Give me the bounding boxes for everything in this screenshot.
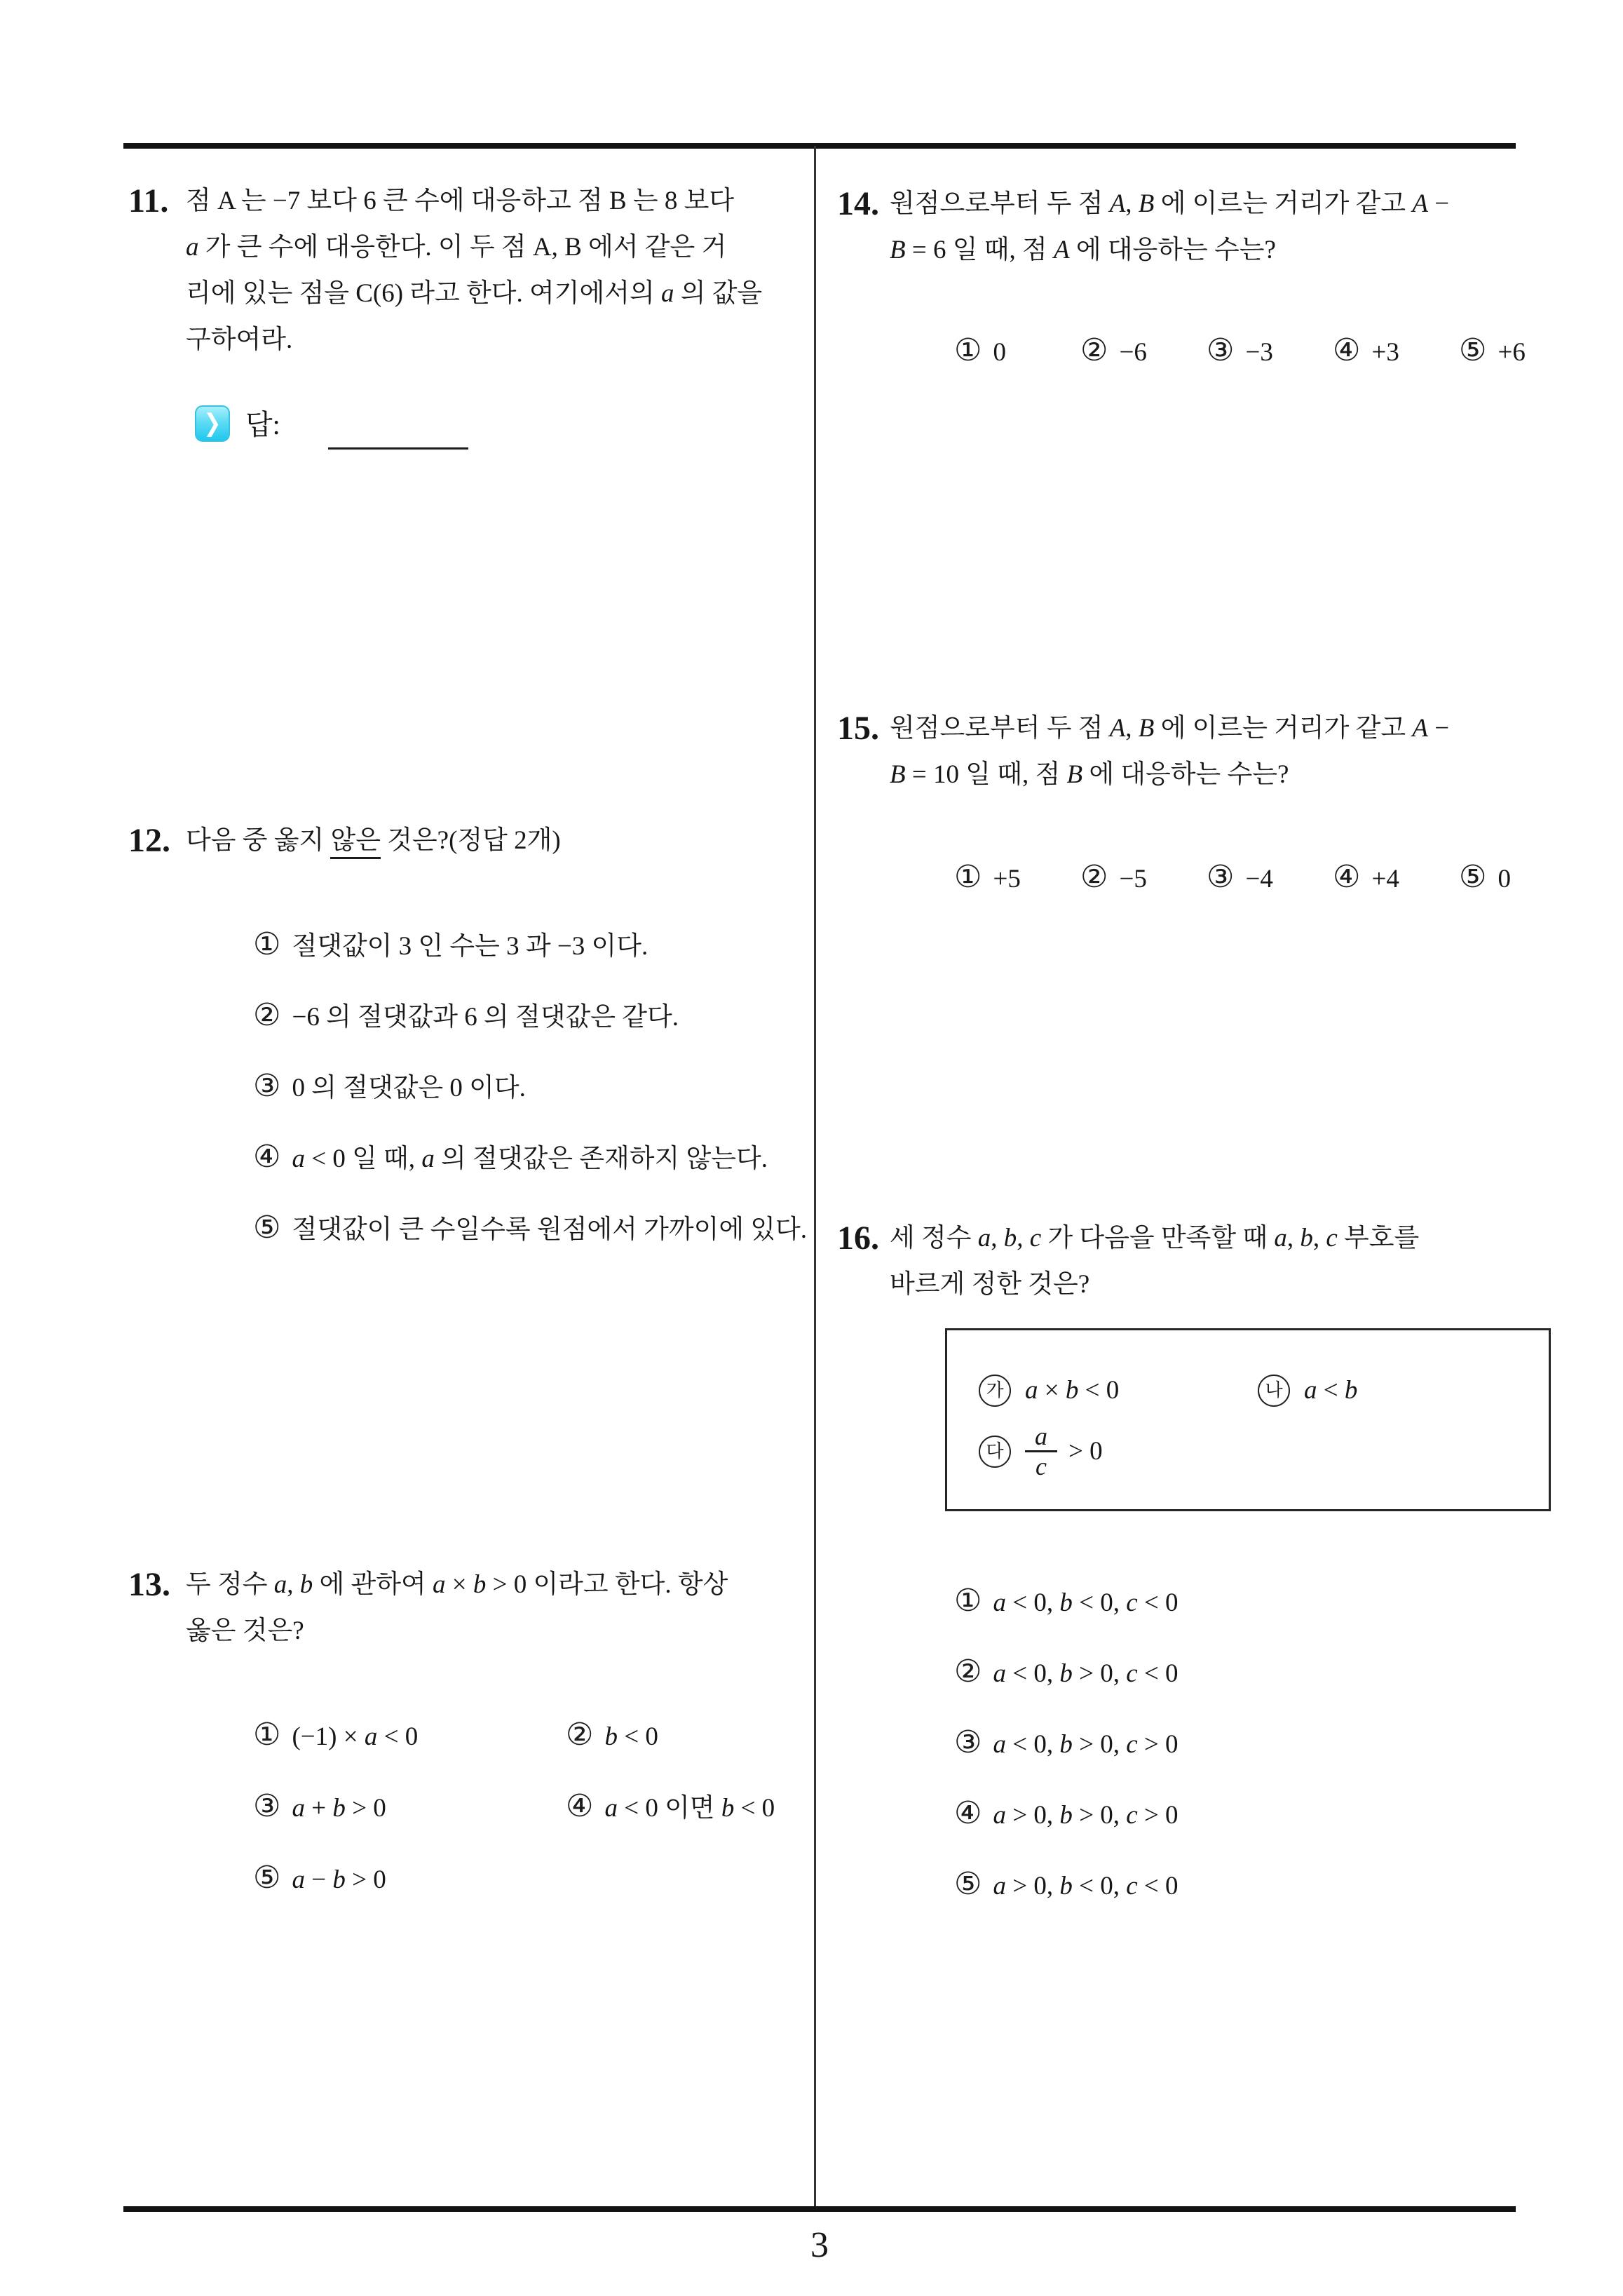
question-13 [128, 1562, 787, 1903]
bottom-rule [123, 2206, 1516, 2212]
question-15 [837, 705, 1521, 903]
option-marker: ③ [1207, 332, 1235, 368]
answer-arrow-icon: ❯ [195, 405, 230, 442]
option-marker: ④ [566, 1788, 594, 1824]
option-row: ③ a < 0, b > 0, c > 0 [954, 1724, 1179, 1760]
answer-blank-line [328, 447, 468, 450]
option-row: ④ +3 [1333, 332, 1399, 368]
question-12 [128, 818, 808, 1276]
question-11 [128, 178, 780, 363]
question-number: 14. [837, 185, 879, 222]
option-marker: ③ [253, 1788, 281, 1824]
question-text: 원점으로부터 두 점 A, B 에 이르는 거리가 같고 A − B = 6 일 때, 점 A 에 대응하는 수는? ① 0 ② −6 ③ −3 ④ +3 ⑤ +6 [890, 181, 1585, 376]
column-divider [814, 146, 816, 2206]
question-14 [837, 181, 1526, 376]
question-text: 세 정수 a, b, c 가 다음을 만족할 때 a, b, c 부호를 바르게 정한 것은? 가 a × b < 0 나 a < b 다 $\frac{a}{c}$ > 0 ① a < 0, b < 0, c < 0 ② a < 0, b > 0, c < 0 ③ a < 0, b > 0, c > 0 ④ a > 0, b > 0, c > 0 ⑤ a > 0, b < 0, c < 0 [890, 1215, 1551, 1932]
options-row [890, 854, 1585, 903]
option-marker: ③ [253, 1068, 281, 1104]
option-row: ① a < 0, b < 0, c < 0 [954, 1583, 1179, 1619]
condition-na: 나 a < b [1258, 1368, 1549, 1414]
option-marker: ⑤ [253, 1860, 281, 1896]
top-rule [123, 143, 1516, 149]
option-marker: ② [1080, 332, 1108, 368]
question-number: 13. [128, 1566, 170, 1603]
option-row: ④ a < 0 일 때, a 의 절댓값은 존재하지 않는다. [253, 1139, 768, 1175]
options-row [890, 327, 1585, 376]
option-row: ② b < 0 [566, 1717, 658, 1753]
option-marker: ① [253, 926, 281, 962]
question-number: 15. [837, 710, 879, 747]
question-16 [837, 1215, 1521, 1932]
answer-label: 답: [245, 409, 280, 440]
option-marker: ⑤ [954, 1866, 982, 1902]
option-marker: ④ [253, 1139, 281, 1175]
option-marker: ① [954, 859, 982, 895]
answer-row [195, 405, 496, 454]
condition-ga: 가 a × b < 0 [979, 1368, 1258, 1414]
option-row: ⑤ 0 [1459, 859, 1511, 895]
options-grid [186, 1712, 787, 1903]
underlined-word: 않은 [330, 826, 380, 859]
option-marker: ③ [954, 1724, 982, 1760]
option-row: ① 절댓값이 3 인 수는 3 과 −3 이다. [253, 926, 648, 962]
options-list [890, 1578, 1551, 1910]
option-marker: ⑤ [1459, 332, 1487, 368]
option-row: ③ −3 [1207, 332, 1273, 368]
option-row: ③ a + b > 0 [253, 1788, 386, 1824]
option-row: ⑤ +6 [1459, 332, 1526, 368]
option-marker: ② [954, 1654, 982, 1689]
option-marker: ② [566, 1717, 594, 1753]
option-marker: ④ [1333, 332, 1361, 368]
option-row: ③ −4 [1207, 859, 1273, 895]
option-marker: ④ [954, 1795, 982, 1831]
option-marker: ① [954, 332, 982, 368]
option-row: ② −6 의 절댓값과 6 의 절댓값은 같다. [253, 997, 679, 1033]
question-text: 두 정수 a, b 에 관하여 a × b > 0 이라고 한다. 항상 옳은 것은? ① (−1) × a < 0 ② b < 0 ③ a + b > 0 ④ a < 0 이면 b < 0 ⑤ a − b > 0 [186, 1562, 787, 1903]
circled-na-marker: 나 [1258, 1375, 1290, 1407]
question-number: 12. [128, 822, 170, 859]
option-row: ④ a > 0, b > 0, c > 0 [954, 1795, 1179, 1831]
question-heading: 다음 중 옳지 않은 것은?(정답 2개) [186, 818, 807, 864]
page-number: 3 [810, 2225, 829, 2265]
option-marker: ① [954, 1583, 982, 1619]
circled-da-marker: 다 [979, 1436, 1011, 1468]
option-row: ⑤ a − b > 0 [253, 1860, 386, 1896]
option-row: ② −6 [1080, 332, 1147, 368]
option-marker: ② [253, 997, 281, 1033]
conditions-box [945, 1328, 1551, 1511]
option-row: ⑤ a > 0, b < 0, c < 0 [954, 1866, 1179, 1902]
option-row: ⑤ 절댓값이 큰 수일수록 원점에서 가까이에 있다. [253, 1210, 808, 1245]
question-text [186, 818, 807, 1276]
option-row: ② a < 0, b > 0, c < 0 [954, 1654, 1179, 1689]
option-row: ② −5 [1080, 859, 1147, 895]
option-row: ① (−1) × a < 0 [253, 1717, 419, 1753]
option-marker: ④ [1333, 859, 1361, 895]
option-marker: ③ [1207, 859, 1235, 895]
fraction: $\frac{a}{c}$ [1025, 1422, 1057, 1480]
question-number: 16. [837, 1220, 879, 1257]
option-row: ④ a < 0 이면 b < 0 [566, 1788, 775, 1824]
option-row: ① +5 [954, 859, 1021, 895]
option-marker: ⑤ [253, 1210, 281, 1245]
option-row: ④ +4 [1333, 859, 1399, 895]
question-text: 원점으로부터 두 점 A, B 에 이르는 거리가 같고 A − B = 10 일 때, 점 B 에 대응하는 수는? ① +5 ② −5 ③ −4 ④ +4 ⑤ 0 [890, 705, 1585, 903]
circled-ga-marker: 가 [979, 1375, 1011, 1407]
option-row: ③ 0 의 절댓값은 0 이다. [253, 1068, 526, 1104]
option-row: ① 0 [954, 332, 1006, 368]
condition-da: 다 $\frac{a}{c}$ > 0 [979, 1422, 1549, 1480]
question-number: 11. [128, 182, 169, 220]
option-marker: ② [1080, 859, 1108, 895]
option-marker: ⑤ [1459, 859, 1487, 895]
question-text: 점 A 는 −7 보다 6 큰 수에 대응하고 점 B 는 8 보다 a 가 큰 수에 대응한다. 이 두 점 A, B 에서 같은 거 리에 있는 점을 C(6) 라고 한다. 여기에서의 a 의 값을 구하여라. [186, 187, 763, 354]
options-list [186, 921, 807, 1253]
option-marker: ① [253, 1717, 281, 1753]
